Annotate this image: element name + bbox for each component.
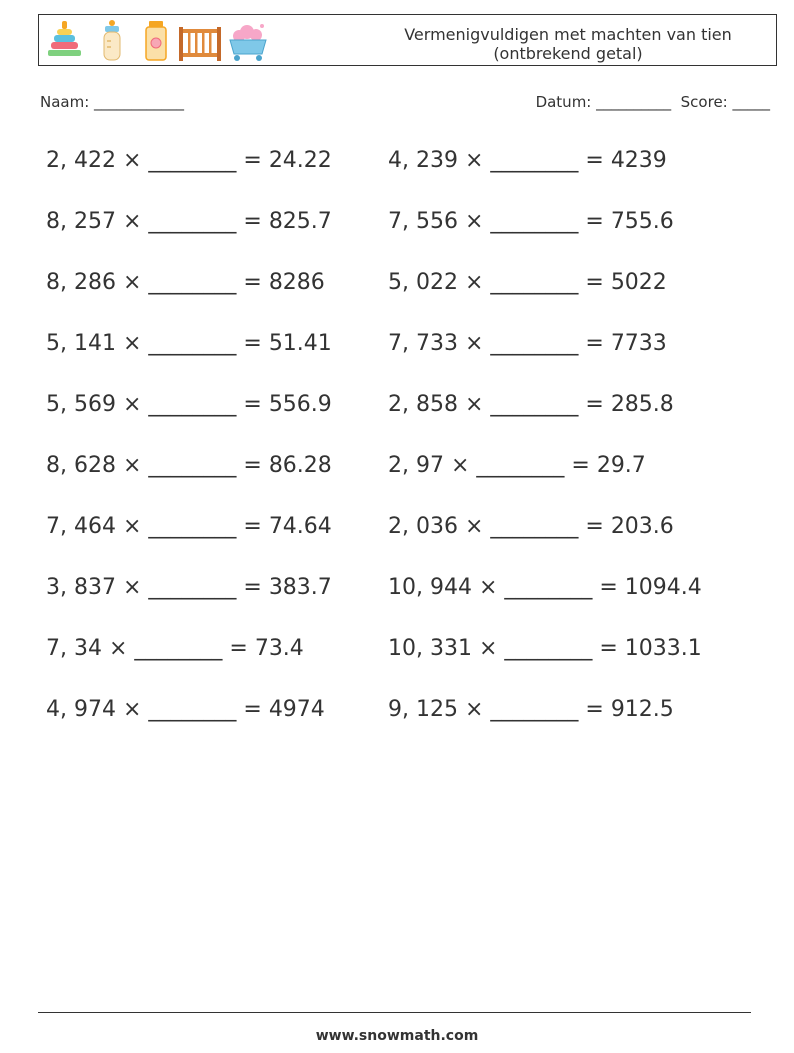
worksheet-header [38, 14, 777, 66]
problem-left-8: 3, 837 × ________ = 383.7 [46, 575, 332, 600]
problem-left-6: 8, 628 × ________ = 86.28 [46, 453, 332, 478]
problem-right-10: 9, 125 × ________ = 912.5 [388, 697, 674, 722]
problem-right-2: 7, 556 × ________ = 755.6 [388, 209, 674, 234]
baby-bottle-icon [99, 19, 125, 63]
title-line-2: (ontbrekend getal) [493, 44, 643, 63]
problem-right-9: 10, 331 × ________ = 1033.1 [388, 636, 702, 661]
problem-right-6: 2, 97 × ________ = 29.7 [388, 453, 646, 478]
name-field: Naam: ____________ [40, 93, 185, 111]
problem-left-10: 4, 974 × ________ = 4974 [46, 697, 325, 722]
problem-left-3: 8, 286 × ________ = 8286 [46, 270, 325, 295]
baby-bath-tub-icon [227, 19, 269, 63]
problem-left-2: 8, 257 × ________ = 825.7 [46, 209, 332, 234]
problem-right-8: 10, 944 × ________ = 1094.4 [388, 575, 702, 600]
problem-left-7: 7, 464 × ________ = 74.64 [46, 514, 332, 539]
baby-crib-icon [177, 19, 223, 63]
problem-right-7: 2, 036 × ________ = 203.6 [388, 514, 674, 539]
baby-lotion-icon [143, 19, 169, 63]
problem-right-3: 5, 022 × ________ = 5022 [388, 270, 667, 295]
problem-left-1: 2, 422 × ________ = 24.22 [46, 148, 332, 173]
problem-right-1: 4, 239 × ________ = 4239 [388, 148, 667, 173]
problem-left-5: 5, 569 × ________ = 556.9 [46, 392, 332, 417]
footer-divider [38, 1012, 751, 1013]
footer-url[interactable]: www.snowmath.com [315, 1028, 479, 1044]
worksheet-title [388, 25, 748, 63]
stacking-rings-toy-icon [45, 19, 85, 63]
problem-right-4: 7, 733 × ________ = 7733 [388, 331, 667, 356]
problem-left-4: 5, 141 × ________ = 51.41 [46, 331, 332, 356]
problem-left-9: 7, 34 × ________ = 73.4 [46, 636, 304, 661]
title-line-1: Vermenigvuldigen met machten van tien [404, 25, 732, 44]
date-score-field: Datum: __________ Score: _____ [535, 93, 770, 111]
problem-right-5: 2, 858 × ________ = 285.8 [388, 392, 674, 417]
header-icons [43, 19, 273, 63]
